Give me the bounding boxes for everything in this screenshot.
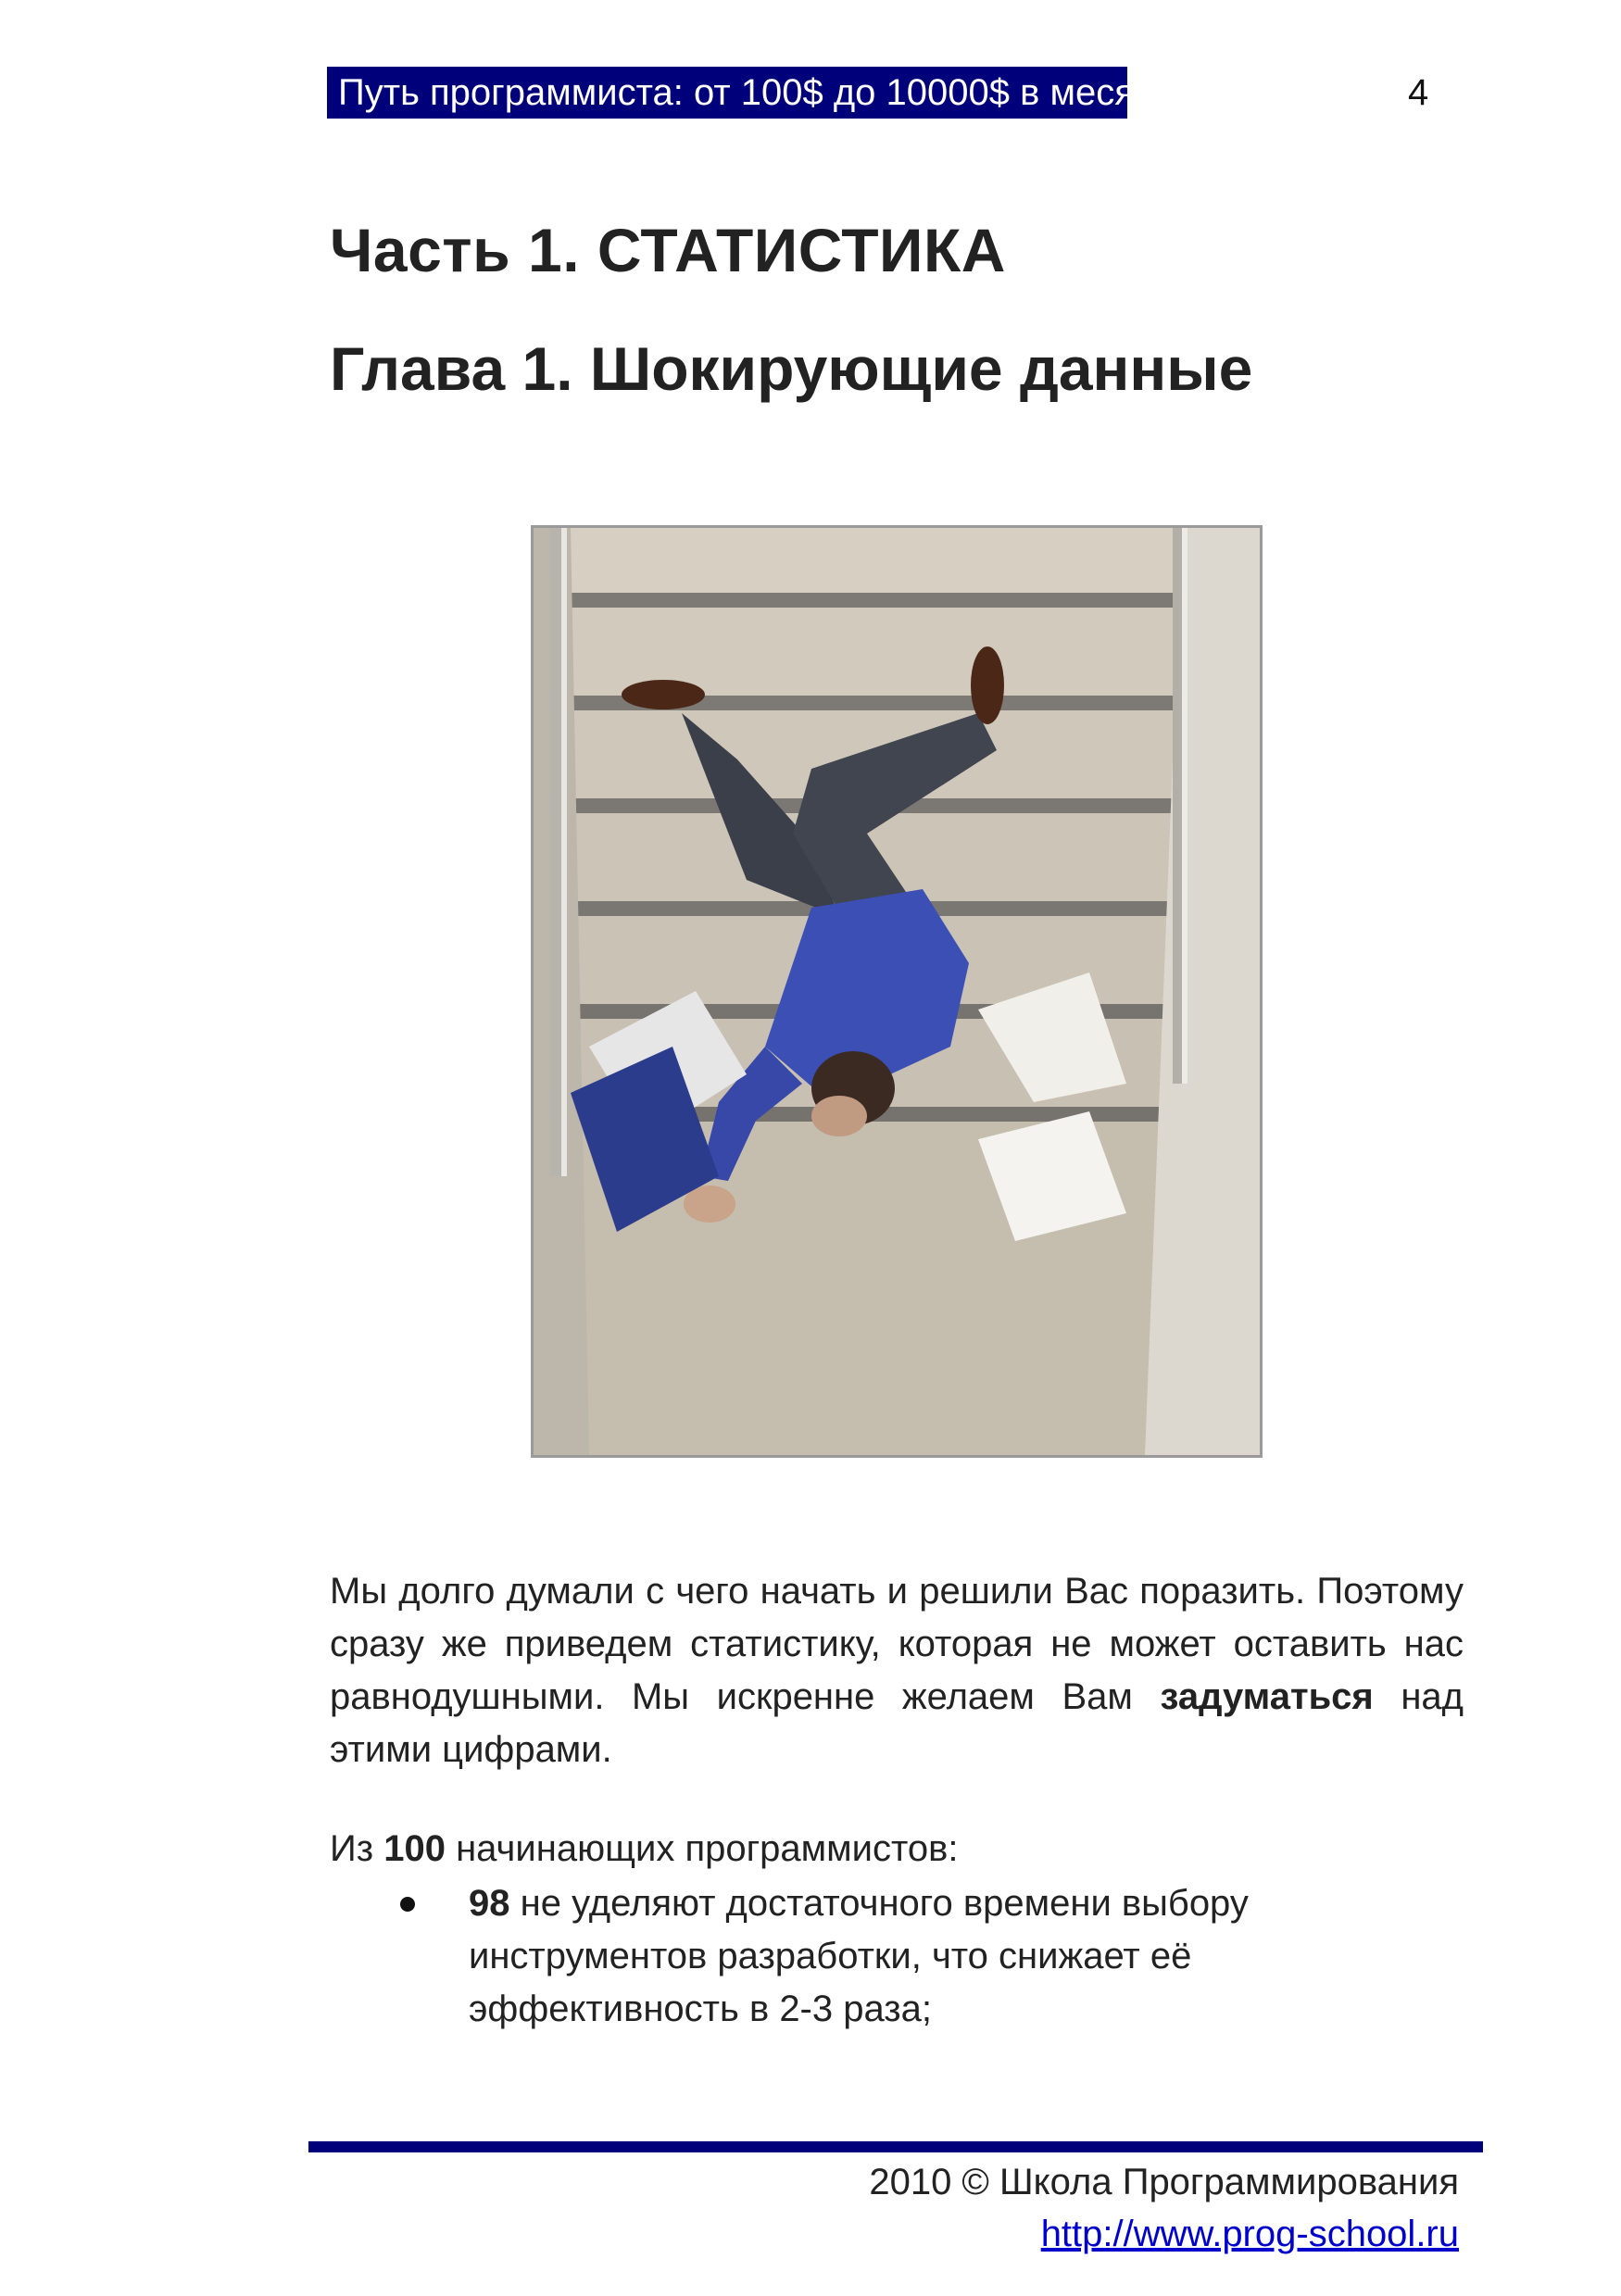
- list-item-text: [469, 1877, 1417, 2036]
- list-intro: [330, 1823, 959, 1876]
- list-item-description: не уделяют достаточного времени выбору инструментов разработки, что снижает её эффективность в 2-3 раза;: [469, 1883, 1249, 2029]
- list-item: [398, 1877, 1417, 2036]
- book-title: Путь программиста: от 100$ до 10000$ в месяц: [338, 72, 1156, 113]
- chapter-heading: Глава 1. Шокирующие данные: [330, 334, 1253, 403]
- part-heading: Часть 1. СТАТИСТИКА: [330, 216, 1006, 284]
- paragraph-text: Мы долго думали с чего начать и решили Вас поразить. Поэтому сразу же приведем статистику, которая не может оставить нас равнодушными. Мы искренне желаем Вам: [330, 1571, 1464, 1717]
- footer-copyright: 2010 © Школа Программирования: [869, 2162, 1459, 2202]
- page-number: 4: [1408, 72, 1429, 113]
- body-paragraph: [330, 1565, 1464, 1776]
- paragraph-tail: над этими цифрами.: [330, 1676, 1464, 1770]
- book-title-banner: [327, 67, 1156, 119]
- list-item-number: 98: [469, 1883, 510, 1924]
- footer-website-link[interactable]: http://www.prog-school.ru: [1040, 2214, 1459, 2254]
- list-intro-number: 100: [383, 1828, 446, 1869]
- list-intro-prefix: Из: [330, 1828, 374, 1869]
- paragraph-emphasis: задуматься: [1160, 1676, 1374, 1717]
- photo-businessman-falling-down-stairs-icon: [534, 528, 1260, 1455]
- list-intro-suffix: начинающих программистов:: [456, 1828, 959, 1869]
- footer-divider: [308, 2141, 1483, 2152]
- illustration-photo: [531, 525, 1263, 1458]
